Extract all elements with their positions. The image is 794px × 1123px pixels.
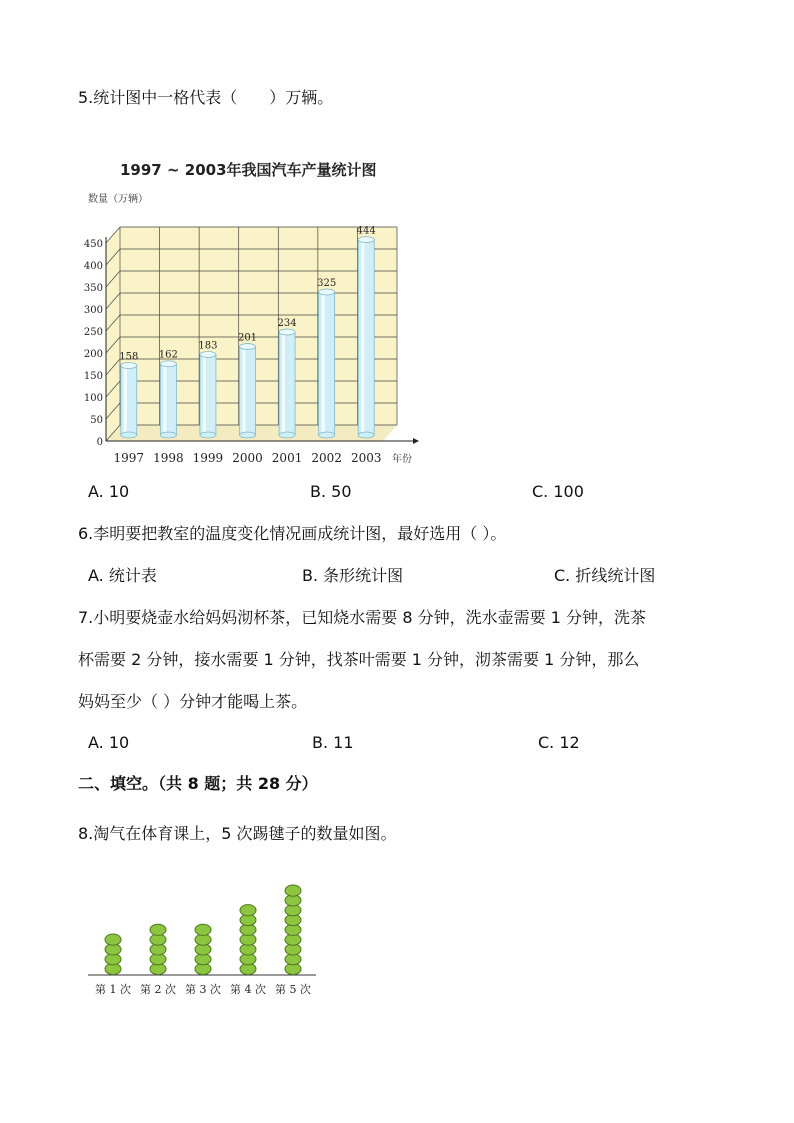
y-tick-label: 200 — [83, 349, 103, 360]
bar-base — [121, 432, 137, 438]
bar-base — [279, 432, 295, 438]
x-tick-label: 2000 — [232, 451, 263, 465]
chart-xlabel: 年份 — [392, 454, 412, 465]
x-tick-label: 1997 — [113, 451, 145, 465]
section-heading: 二、填空。（共 8 题；共 28 分） — [78, 774, 318, 793]
bar-highlight — [243, 349, 246, 433]
bar-highlight — [203, 356, 206, 433]
bar-value-label: 158 — [119, 351, 139, 363]
q6-question: 6.李明要把教室的温度变化情况画成统计图，最好选用（ ）。 — [78, 524, 507, 543]
q6-option-b[interactable]: B. 条形统计图 — [302, 566, 404, 585]
pictograph-label: 第 2 次 — [140, 983, 176, 996]
chart-title: 1997 ~ 2003年我国汽车产量统计图 — [120, 161, 377, 179]
pictograph-label: 第 3 次 — [185, 983, 221, 996]
bar-value-label: 162 — [158, 349, 178, 361]
bar-base — [200, 432, 216, 438]
chart-y-ticks — [84, 239, 103, 448]
y-tick-label: 0 — [96, 437, 103, 448]
bar-highlight — [282, 334, 285, 433]
q5-question: 5.统计图中一格代表（ ）万辆。 — [78, 88, 334, 107]
x-tick-label: 2002 — [311, 451, 342, 465]
bar-base — [160, 432, 176, 438]
x-axis-arrow — [413, 438, 419, 444]
bar-top — [160, 361, 176, 367]
bar-base — [319, 432, 335, 438]
pictograph-stacks — [105, 885, 301, 975]
q7-question-line-3: 妈妈至少（ ）分钟才能喝上茶。 — [78, 692, 308, 711]
q5-option-c[interactable]: C. 100 — [532, 482, 584, 501]
bar — [200, 354, 216, 435]
q7-option-a[interactable]: A. 10 — [88, 733, 130, 752]
shuttlecock-icon — [195, 924, 211, 935]
shuttlecock-pictograph — [82, 872, 332, 1002]
bar-value-label: 444 — [356, 225, 376, 237]
x-tick-label: 1999 — [192, 451, 224, 465]
bar-top — [200, 351, 216, 357]
q7-question-line-2: 杯需要 2 分钟，接水需要 1 分钟，找茶叶需要 1 分钟，沏茶需要 1 分钟，那么 — [78, 650, 640, 669]
bar-top — [121, 362, 137, 368]
q5-option-b[interactable]: B. 50 — [310, 482, 352, 501]
y-tick-label: 350 — [83, 283, 103, 294]
bar — [240, 347, 256, 435]
q7-option-b[interactable]: B. 11 — [312, 733, 354, 752]
bar — [160, 364, 176, 435]
bar-base — [240, 432, 256, 438]
chart-side-wall — [106, 227, 120, 441]
bar — [319, 292, 335, 435]
pictograph-label: 第 5 次 — [275, 983, 311, 996]
y-tick-label: 50 — [90, 415, 103, 426]
x-tick-label: 1998 — [153, 451, 184, 465]
x-tick-label: 2001 — [271, 451, 303, 465]
q5-option-a[interactable]: A. 10 — [88, 482, 130, 501]
bar-top — [240, 344, 256, 350]
y-tick-label: 100 — [83, 393, 103, 404]
y-tick-label: 250 — [83, 327, 103, 338]
x-tick-label: 2003 — [350, 451, 382, 465]
q7-question-line-1: 7.小明要烧壶水给妈妈沏杯茶，已知烧水需要 8 分钟，洗水壶需要 1 分钟，洗茶 — [78, 608, 646, 627]
bar-highlight — [163, 366, 166, 433]
bar-top — [319, 289, 335, 295]
chart-x-ticks — [114, 451, 382, 465]
bar — [121, 365, 137, 435]
bar-top — [358, 237, 374, 243]
chart-ylabel: 数量（万辆） — [88, 194, 148, 205]
bar-value-label: 234 — [277, 318, 297, 330]
bar-value-label: 325 — [317, 278, 337, 289]
bar-value-label: 201 — [237, 332, 258, 344]
shuttlecock-icon — [240, 905, 256, 916]
bar-value-label: 183 — [198, 340, 218, 352]
y-tick-label: 150 — [83, 371, 103, 382]
y-tick-label: 300 — [83, 305, 103, 316]
car-production-chart — [70, 155, 430, 475]
bar-highlight — [124, 367, 127, 433]
bar-base — [358, 432, 374, 438]
bar-highlight — [361, 242, 364, 433]
q6-option-a[interactable]: A. 统计表 — [88, 566, 157, 585]
shuttlecock-icon — [105, 934, 121, 945]
pictograph-labels — [95, 982, 311, 996]
pictograph-label: 第 4 次 — [230, 983, 266, 996]
y-tick-label: 450 — [83, 239, 103, 250]
q7-option-c[interactable]: C. 12 — [538, 733, 580, 752]
shuttlecock-icon — [150, 924, 166, 935]
shuttlecock-icon — [285, 885, 301, 896]
bar — [279, 332, 295, 435]
bar — [358, 240, 374, 435]
q6-option-c[interactable]: C. 折线统计图 — [554, 566, 656, 585]
y-tick-label: 400 — [83, 261, 103, 272]
q8-question: 8.淘气在体育课上，5 次踢毽子的数量如图。 — [78, 824, 397, 843]
bar-highlight — [322, 294, 325, 433]
pictograph-label: 第 1 次 — [95, 983, 131, 996]
bar-top — [279, 329, 295, 335]
